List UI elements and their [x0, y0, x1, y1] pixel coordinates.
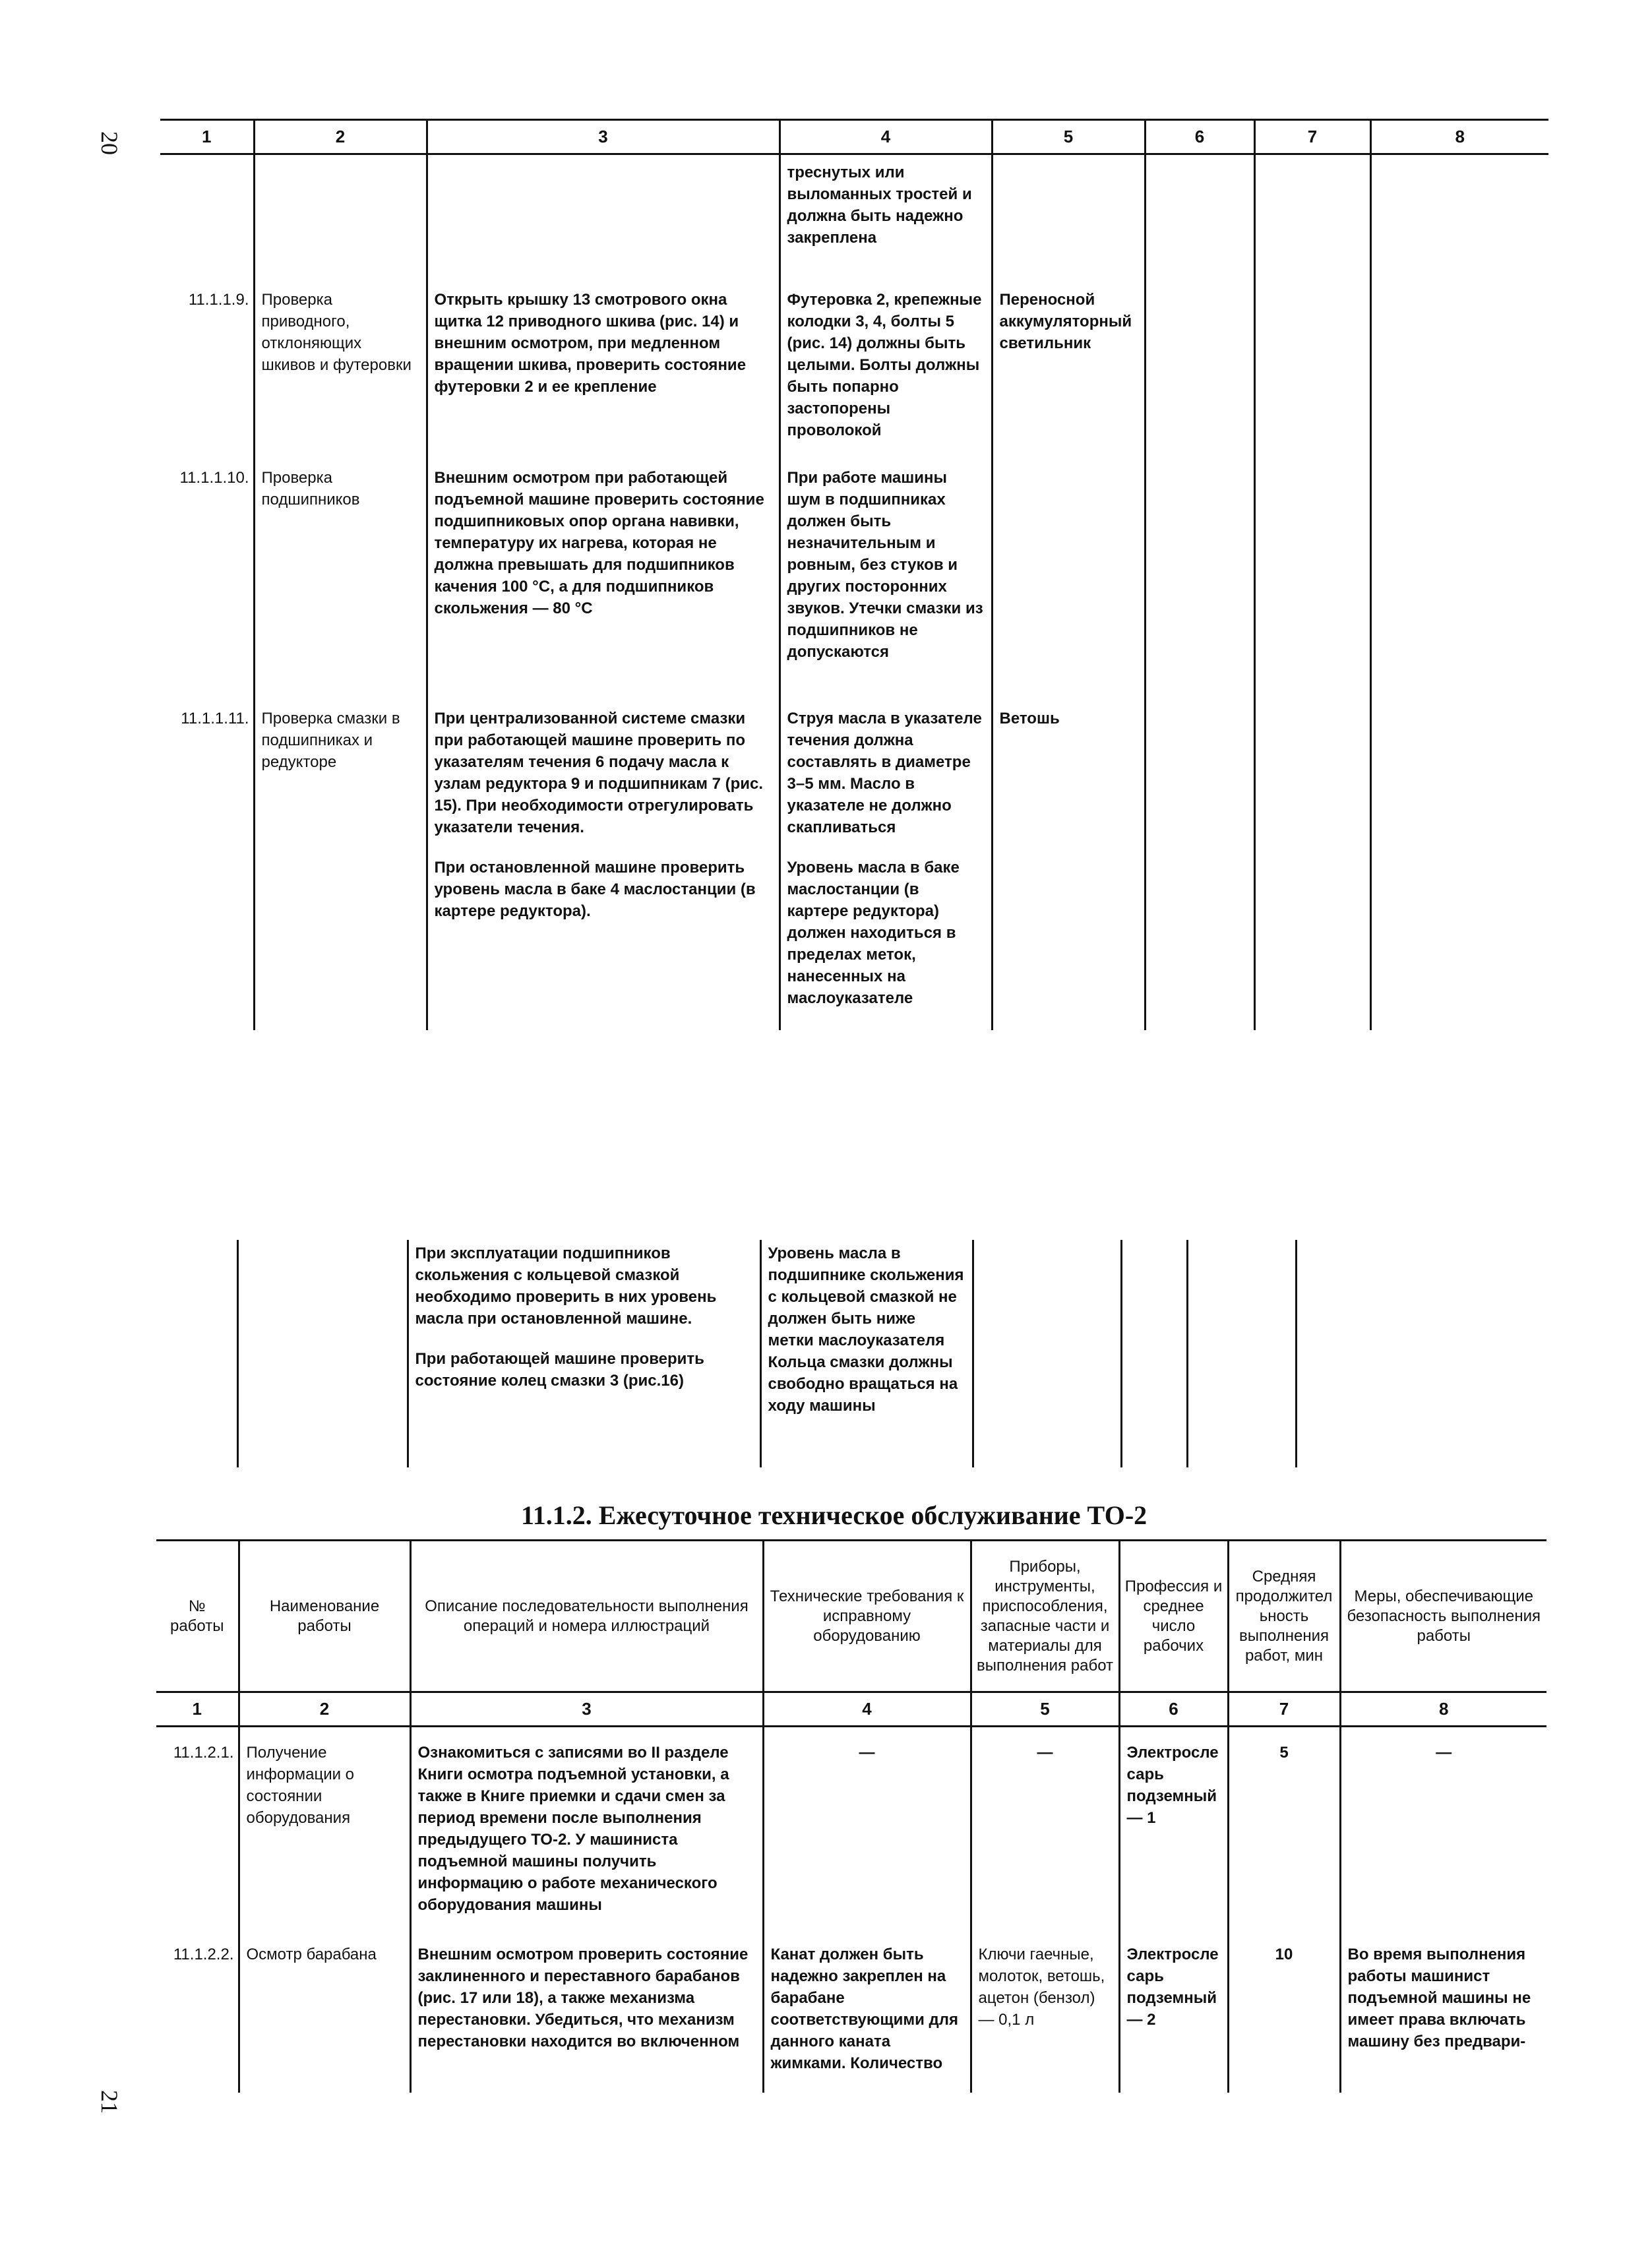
table-header — [156, 1541, 1546, 1692]
profession — [1145, 705, 1254, 1030]
col-num-1: 1 — [156, 1692, 239, 1727]
description-part-1: При централизованной системе смазки при работающей машине проверить по указателям течения 6 подачу масла к узлам редуктора 9 и подшипникам 7 (рис. 15). При необходимости отрегулировать указатели течения. — [434, 709, 764, 836]
work-description: Ознакомиться с записями во II разделе Книги осмотра подъемной установки, а также в Книге приемки и сдачи смен за период времени после выполнения предыдущего ТО-2. У машиниста подъемной машины получить информацию о работе механического оборудования машины — [410, 1727, 763, 1941]
work-number: 11.1.2.1. — [156, 1727, 239, 1941]
col-num-6: 6 — [1119, 1692, 1228, 1727]
col-num-3: 3 — [410, 1692, 763, 1727]
tools: Ключи гаечные, молоток, ветошь, ацетон (бензол) — 0,1 л — [971, 1941, 1119, 2093]
safety — [1296, 1240, 1365, 1467]
col-num-8: 8 — [1370, 120, 1548, 154]
col-num-8: 8 — [1340, 1692, 1546, 1727]
tech-requirements: Футеровка 2, крепежные колодки 3, 4, болты 5 (рис. 14) должны быть целыми. Болты должны быть попарно застопорены проволокой — [780, 286, 992, 464]
profession — [1145, 286, 1254, 464]
tools — [992, 154, 1145, 286]
header-work-name: Наименование работы — [239, 1541, 410, 1692]
work-number — [148, 1240, 237, 1467]
work-name: Проверка подшипников — [254, 464, 427, 705]
work-number: 11.1.2.2. — [156, 1941, 239, 2093]
col-num-2: 2 — [239, 1692, 410, 1727]
work-name: Проверка приводного, отклоняющих шкивов и футеровки — [254, 286, 427, 464]
work-description: Внешним осмотром проверить состояние заклиненного и переставного барабанов (рис. 17 или 18), а также механизма перестановки. Убедиться, что механизм перестановки находится во включенном — [410, 1941, 763, 2093]
work-name — [237, 1240, 408, 1467]
tech-requirements: — — [763, 1727, 971, 1941]
tech-requirements: Канат должен быть надежно закреплен на барабане соответствующими для данного каната жимками. Количество — [763, 1941, 971, 2093]
header-work-number: № работы — [156, 1541, 239, 1692]
work-number — [160, 154, 254, 286]
work-description — [408, 1240, 760, 1467]
safety — [1370, 705, 1548, 1030]
col-num-4: 4 — [763, 1692, 971, 1727]
col-num-5: 5 — [992, 120, 1145, 154]
col-num-3: 3 — [427, 120, 780, 154]
work-name — [254, 154, 427, 286]
tech-requirements — [780, 705, 992, 1030]
header-profession: Профессия и среднее число рабочих — [1119, 1541, 1228, 1692]
column-number-row — [156, 1692, 1546, 1727]
tech-requirements: При работе машины шум в подшипниках должен быть незначительным и ровным, без стуков и других посторонних звуков. Утечки смазки из подшипников не допускаются — [780, 464, 992, 705]
header-description: Описание последовательности выполнения операций и номера иллюстраций — [410, 1541, 763, 1692]
requirement-part-1: Струя масла в указателе течения должна составлять в диаметре 3–5 мм. Масло в указателе не должно скапливаться — [787, 709, 982, 836]
section-title: 11.1.2. Ежесуточное техническое обслуживание ТО-2 — [521, 1500, 1147, 1530]
col-num-4: 4 — [780, 120, 992, 154]
tools: Переносной аккумуляторный светильник — [992, 286, 1145, 464]
col-num-7: 7 — [1254, 120, 1370, 154]
work-name: Проверка смазки в подшипниках и редукторе — [254, 705, 427, 1030]
table-row — [160, 464, 1548, 705]
description-part-2: При работающей машине проверить состояние колец смазки 3 (рис.16) — [415, 1350, 704, 1390]
bearing-lubrication-continued — [148, 1240, 1365, 1467]
duration — [1187, 1240, 1296, 1467]
tech-requirements: треснутых или выломанных тростей и должна быть надежно закреплена — [780, 154, 992, 286]
work-description — [427, 705, 780, 1030]
duration — [1254, 464, 1370, 705]
tools — [992, 464, 1145, 705]
header-requirements: Технические требования к исправному оборудованию — [763, 1541, 971, 1692]
table-row — [160, 705, 1548, 1030]
profession — [1121, 1240, 1187, 1467]
safety — [1370, 286, 1548, 464]
description-part-2: При остановленной машине проверить уровень масла в баке 4 маслостанции (в картере редуктора). — [434, 858, 756, 920]
maintenance-table-continued — [160, 119, 1548, 1030]
col-num-7: 7 — [1228, 1692, 1340, 1727]
header-duration: Средняя продолжительность выполнения работ, мин — [1228, 1541, 1340, 1692]
table-row — [160, 286, 1548, 464]
profession: Электрослесарь подземный — 1 — [1119, 1727, 1228, 1941]
table-row — [156, 1941, 1546, 2093]
table-row — [160, 154, 1548, 286]
safety — [1370, 464, 1548, 705]
tech-requirements: Уровень масла в подшипнике скольжения с кольцевой смазкой не должен быть ниже метки маслоуказателя Кольца смазки должны свободно вращаться на ходу машины — [760, 1240, 973, 1467]
requirement-part-2: Уровень масла в баке маслостанции (в картере редуктора) должен находиться в пределах меток, нанесенных на маслоуказателе — [787, 858, 960, 1007]
safety: Во время выполнения работы машинист подъемной машины не имеет права включать машину без предвари- — [1340, 1941, 1546, 2093]
work-number: 11.1.1.9. — [160, 286, 254, 464]
safety — [1370, 154, 1548, 286]
tools — [973, 1240, 1121, 1467]
work-name: Осмотр барабана — [239, 1941, 410, 2093]
duration: 5 — [1228, 1727, 1340, 1941]
column-number-row — [160, 120, 1548, 154]
tools: — — [971, 1727, 1119, 1941]
safety: — — [1340, 1727, 1546, 1941]
work-name: Получение информации о состоянии оборудования — [239, 1727, 410, 1941]
work-number: 11.1.1.11. — [160, 705, 254, 1030]
page-number-bottom: 21 — [96, 2090, 123, 2114]
col-num-1: 1 — [160, 120, 254, 154]
work-number: 11.1.1.10. — [160, 464, 254, 705]
work-description: Внешним осмотром при работающей подъемной машине проверить состояние подшипниковых опор органа навивки, температуру их нагрева, которая не должна превышать для подшипников качения 100 °С, а для подшипников скольжения — 80 °С — [427, 464, 780, 705]
duration — [1254, 154, 1370, 286]
header-tools: Приборы, инструменты, приспособления, запасные части и материалы для выполнения работ — [971, 1541, 1119, 1692]
col-num-5: 5 — [971, 1692, 1119, 1727]
tools: Ветошь — [992, 705, 1145, 1030]
duration — [1254, 705, 1370, 1030]
page-number-top: 20 — [96, 131, 123, 155]
table-row — [148, 1240, 1365, 1467]
profession — [1145, 154, 1254, 286]
work-description — [427, 154, 780, 286]
duration: 10 — [1228, 1941, 1340, 2093]
work-description: Открыть крышку 13 смотрового окна щитка 12 приводного шкива (рис. 14) и внешним осмотром, при медленном вращении шкива, проверить состояние футеровки 2 и ее крепление — [427, 286, 780, 464]
table-row — [156, 1727, 1546, 1941]
profession: Электрослесарь подземный — 2 — [1119, 1941, 1228, 2093]
description-part-1: При эксплуатации подшипников скольжения с кольцевой смазкой необходимо проверить в них уровень масла при остановленной машине. — [415, 1244, 717, 1328]
col-num-2: 2 — [254, 120, 427, 154]
profession — [1145, 464, 1254, 705]
col-num-6: 6 — [1145, 120, 1254, 154]
duration — [1254, 286, 1370, 464]
header-safety: Меры, обеспечивающие безопасность выполнения работы — [1340, 1541, 1546, 1692]
to2-maintenance-table — [156, 1539, 1546, 2093]
